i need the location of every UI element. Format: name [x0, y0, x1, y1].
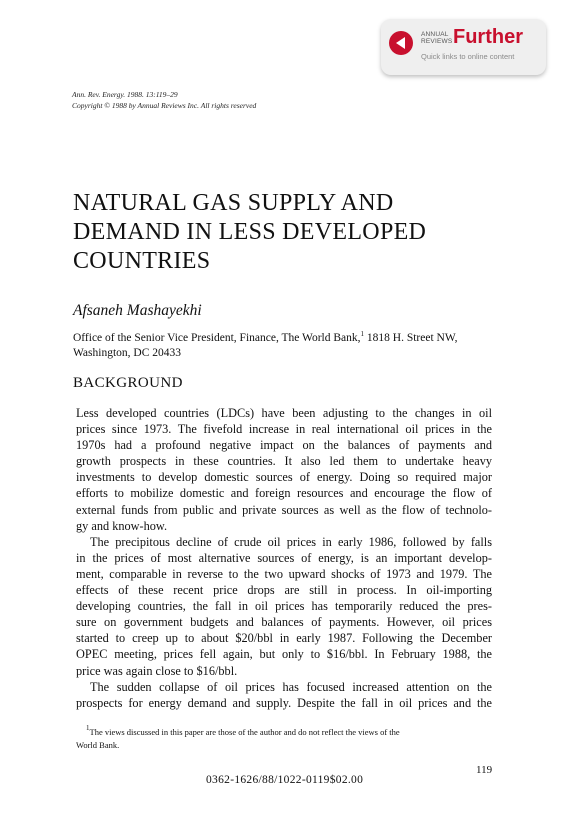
further-badge[interactable]: [381, 19, 546, 75]
text-line: 1970s had a profound negative impact on the balances of payments and: [76, 438, 492, 453]
text-line: The precipitous decline of crude oil prices in early 1986, followed by falls: [90, 534, 492, 549]
article-code: 0362-1626/88/1022-0119$02.00: [206, 774, 364, 786]
text-line: prospects for energy demand and supply. Despite the fall in oil prices and the: [76, 695, 492, 710]
footnote: $^1$The views discussed in this paper are those of the author and do not reflect the views of the World Bank.: [76, 724, 400, 750]
text-line: investments to develop domestic sources of energy. Doing so required major: [76, 470, 492, 485]
badge-subtitle: Quick links to online content: [421, 52, 515, 61]
text-line: external funds from public and private sources as well as the flow of technolo-: [76, 502, 492, 517]
text-line: effects of these recent price drops are still in process. In oil-importing: [76, 583, 492, 598]
text-line: gy and know-how.: [76, 518, 168, 533]
text-line: efforts to mobilize domestic and foreign resources and encourage the flow of: [76, 486, 492, 501]
page-number: 119: [476, 764, 493, 776]
text-line: growth prospects in these countries. It also led them to undertake heavy: [76, 454, 492, 469]
text-line: developing countries, the fall in oil prices has temporarily reduced the pres-: [76, 599, 492, 614]
text-line: The sudden collapse of oil prices has focused increased attention on the: [90, 679, 492, 694]
text-line: ment, comparable in reverse to the two upward shocks of 1973 and 1979. The: [76, 566, 492, 581]
text-line: started to creep up to about $20/bbl in early 1987. Following the December: [76, 631, 492, 646]
journal-citation: Ann. Rev. Energy. 1988. 13:119–29 Copyright © 1988 by Annual Reviews Inc. All rights reserved: [72, 90, 257, 110]
badge-annual-reviews: ANNUAL REVIEWS: [421, 31, 453, 45]
article-title: NATURAL GAS SUPPLY AND DEMAND IN LESS DEVELOPED COUNTRIES: [73, 190, 427, 274]
section-heading: BACKGROUND: [73, 375, 183, 391]
text-line: prices since 1973. The fivefold increase in real international oil prices in the: [76, 422, 492, 437]
text-line: sure on government budgets and balances of payments. However, oil prices: [76, 615, 492, 630]
badge-further-label: Further: [453, 26, 523, 48]
footnote-marker[interactable]: 1: [360, 330, 365, 338]
author-name: Afsaneh Mashayekhi: [73, 302, 202, 319]
text-line: Less developed countries (LDCs) have been adjusting to the changes in oil: [76, 406, 492, 420]
text-line: price was again close to $16/bbl.: [76, 663, 238, 678]
back-arrow-icon: [389, 31, 413, 55]
text-line: in the prices of most alternative sources of energy, is an important develop-: [76, 550, 492, 565]
text-line: OPEC meeting, prices fell again, but only to $16/bbl. In February 1988, the: [76, 647, 492, 662]
author-affiliation: Office of the Senior Vice President, Finance, The World Bank,$^1$ 1818 H. Street NW, Washington, DC 20433: [73, 330, 458, 359]
body-text: [76, 405, 492, 711]
